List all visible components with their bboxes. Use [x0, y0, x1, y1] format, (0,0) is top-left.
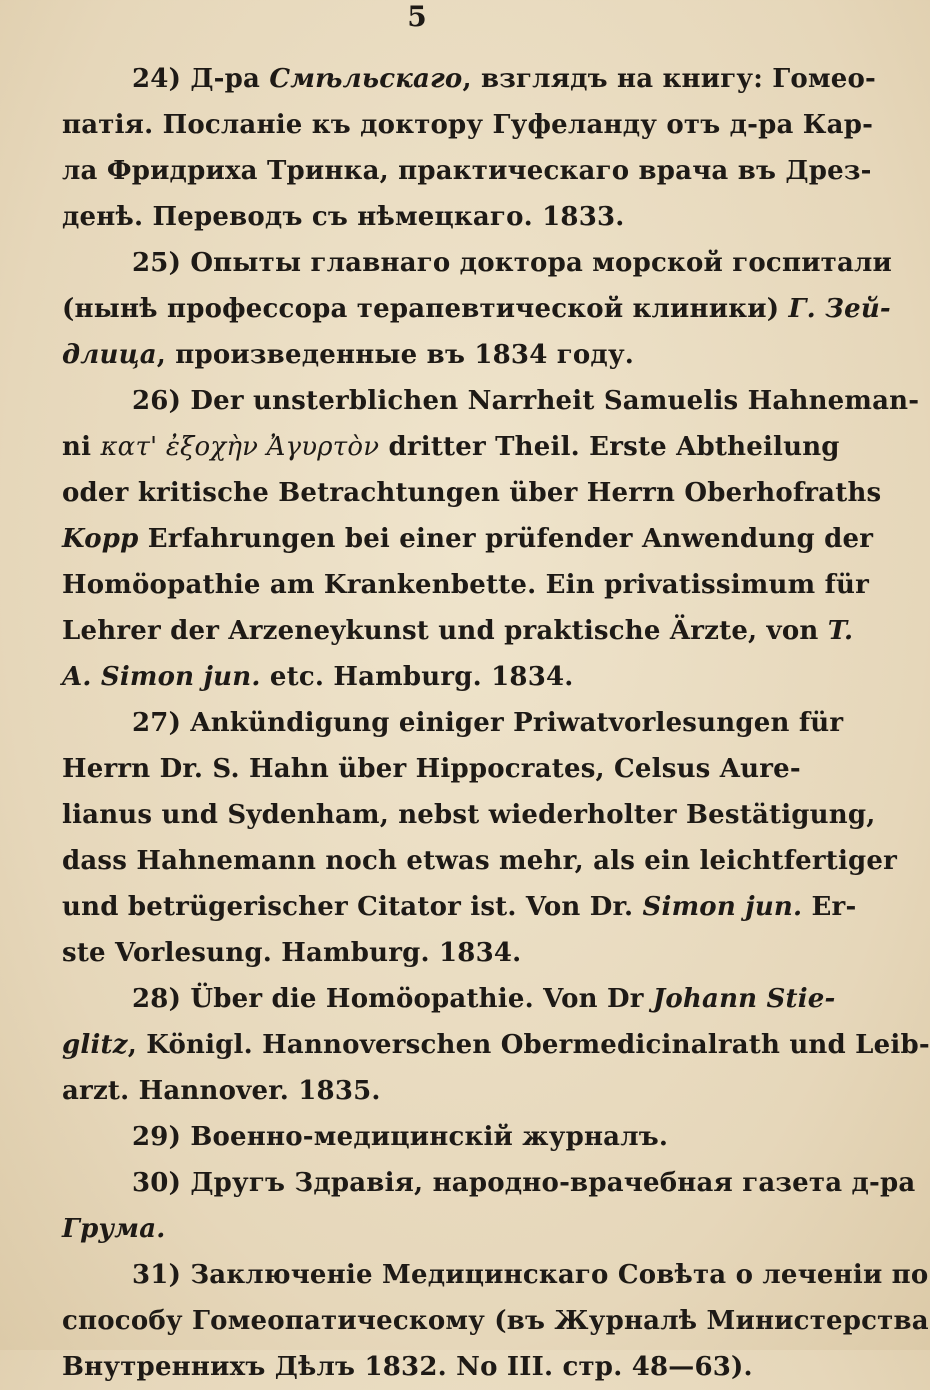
text-run: 28) Über die Homöopathie. Von Dr: [132, 984, 653, 1014]
entry-line: [62, 516, 874, 562]
entry-line: [62, 1114, 798, 1160]
entry-line: [62, 930, 798, 976]
entry-line: [62, 976, 836, 1022]
text-run: 30) Другъ Здравія, народно-врачебная газета д-ра: [132, 1168, 916, 1198]
entry-line: [62, 424, 840, 470]
entry-line: [62, 240, 893, 286]
entry-line: [62, 1206, 798, 1252]
entry-line: [62, 884, 857, 930]
text-run: 29) Военно-медицинскій журналъ.: [132, 1122, 669, 1152]
bibliography-list: [62, 56, 930, 1390]
entry-line: [62, 608, 854, 654]
bibliography-entry: [62, 976, 930, 1114]
italic-run: Грума.: [62, 1214, 166, 1244]
entry-line: [62, 56, 877, 102]
text-run: , произведенные въ 1834 году.: [156, 340, 635, 370]
italic-run: Г. Зей-: [788, 294, 891, 324]
entry-line: [62, 700, 844, 746]
text-run: Внутреннихъ Дѣлъ 1832. No III. стр. 48—63).: [62, 1352, 753, 1382]
text-run: 25) Опыты главнаго доктора морской госпитали: [132, 248, 893, 278]
text-run: dass Hahnemann noch etwas mehr, als ein leichtfertiger: [62, 846, 898, 876]
text-run: (нынѣ профессора терапевтической клиники): [62, 294, 789, 324]
text-run: lianus und Sydenham, nebst wiederholter Bestätigung,: [62, 800, 876, 830]
bibliography-entry: [62, 1252, 929, 1390]
entry-line: [62, 1298, 929, 1344]
text-run: Homöopathie am Krankenbette. Ein privatissimum für: [62, 570, 869, 600]
entry-line: [62, 562, 869, 608]
text-run: etc. Hamburg. 1834.: [260, 662, 574, 692]
italic-run: A. Simon jun.: [62, 662, 261, 692]
text-run: патія. Посланіе къ доктору Гуфеланду отъ д-ра Кар-: [62, 110, 874, 140]
text-run: 26) Der unsterblichen Narrheit Samuelis Hahneman-: [132, 386, 920, 416]
italic-run: Johann Stie-: [652, 984, 836, 1014]
page-number: 5: [407, 0, 427, 33]
text-run: Herrn Dr. S. Hahn über Hippocrates, Celsus Aure-: [62, 754, 801, 784]
entry-line: [62, 792, 876, 838]
text-run: 31) Заключеніе Медицинскаго Совѣта о леченіи по: [132, 1260, 929, 1290]
text-run: , взглядъ на книгу: Гомео-: [462, 64, 877, 94]
text-run: und betrügerischer Citator ist. Von Dr.: [62, 892, 643, 922]
entry-line: [62, 148, 872, 194]
text-run: Er-: [802, 892, 857, 922]
bibliography-entry: [62, 378, 920, 700]
bibliography-entry: [62, 700, 898, 976]
entry-line: [62, 332, 798, 378]
text-run: , Königl. Hannoverschen Obermedicinalrath und Leib-: [127, 1030, 930, 1060]
entry-line: [62, 470, 882, 516]
text-run: dritter Theil. Erste Abtheilung: [379, 432, 840, 462]
text-run: способу Гомеопатическому (въ Журналѣ Министерства: [62, 1306, 929, 1336]
text-run: ла Фридриха Тринка, практическаго врача въ Дрез-: [62, 156, 872, 186]
italic-run: Simon jun.: [642, 892, 803, 922]
entry-line: [62, 1160, 916, 1206]
entry-line: [62, 286, 891, 332]
italic-run: Смѣльскаго: [269, 64, 463, 94]
italic-run: длица: [62, 340, 157, 370]
text-run: oder kritische Betrachtungen über Herrn Oberhofraths: [62, 478, 882, 508]
entry-line: [62, 1344, 798, 1390]
text-run: ni: [62, 432, 101, 462]
entry-line: [62, 194, 798, 240]
greek-run: κατ' ἐξοχὴν Ἀγυρτὸν: [100, 432, 380, 462]
entry-line: [62, 102, 874, 148]
entry-line: [62, 1022, 930, 1068]
text-run: Erfahrungen bei einer prüfender Anwendung der: [138, 524, 874, 554]
entry-line: [62, 1252, 929, 1298]
text-run: Lehrer der Arzeneykunst und praktische Ärzte, von: [62, 616, 828, 646]
bibliography-entry: [62, 240, 893, 378]
italic-run: T.: [827, 616, 854, 646]
text-run: 27) Ankündigung einiger Priwatvorlesungen für: [132, 708, 844, 738]
text-run: 24) Д-ра: [132, 64, 270, 94]
entry-line: [62, 838, 898, 884]
italic-run: Kopp: [62, 524, 139, 554]
entry-line: [62, 654, 798, 700]
text-run: денѣ. Переводъ съ нѣмецкаго. 1833.: [62, 202, 625, 232]
italic-run: glitz: [62, 1030, 128, 1060]
bibliography-entry: [62, 1160, 916, 1252]
text-run: ste Vorlesung. Hamburg. 1834.: [62, 938, 522, 968]
entry-line: [62, 1068, 798, 1114]
entry-line: [62, 378, 920, 424]
bibliography-entry: [62, 1114, 798, 1160]
text-run: arzt. Hannover. 1835.: [62, 1076, 381, 1106]
entry-line: [62, 746, 801, 792]
bibliography-entry: [62, 56, 877, 240]
